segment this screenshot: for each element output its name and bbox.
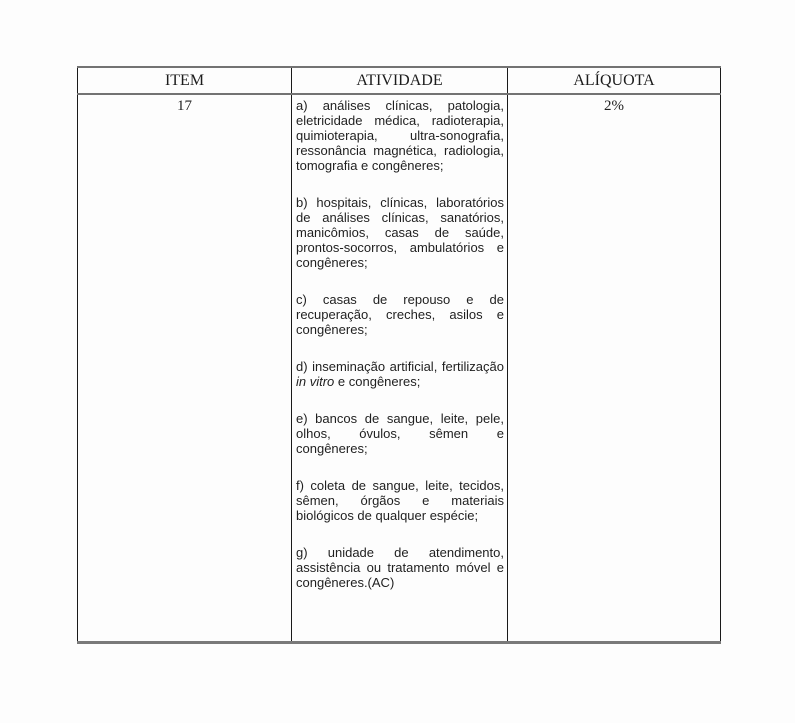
- tax-rate-table: [77, 66, 721, 644]
- col-header-aliquota: ALÍQUOTA: [508, 67, 721, 94]
- activity-paragraph-e: e) bancos de sangue, leite, pele, olhos, óvulos, sêmen e congêneres;: [296, 411, 504, 456]
- activity-paragraph-b: b) hospitais, clínicas, laboratórios de análises clínicas, sanatórios, manicômios, casas de saúde, prontos-socorros, ambulatórios e congêneres;: [296, 195, 504, 270]
- col-header-atividade: ATIVIDADE: [292, 67, 508, 94]
- activity-paragraph-a: a) análises clínicas, patologia, eletricidade médica, radioterapia, quimioterapia, ultra-sonografia, ressonância magnética, radiologia, tomografia e congêneres;: [296, 98, 504, 173]
- paragraph-d-italic-term: in vitro: [296, 374, 335, 389]
- aliquota-value-cell: 2%: [508, 94, 721, 642]
- activity-paragraph-f: f) coleta de sangue, leite, tecidos, sêmen, órgãos e materiais biológicos de qualquer espécie;: [296, 478, 504, 523]
- activity-paragraph-c: c) casas de repouso e de recuperação, creches, asilos e congêneres;: [296, 292, 504, 337]
- col-header-item: ITEM: [78, 67, 292, 94]
- activity-cell: [292, 94, 508, 642]
- table-header-row: [78, 67, 721, 94]
- activity-paragraph-g: g) unidade de atendimento, assistência ou tratamento móvel e congêneres.(AC): [296, 545, 504, 590]
- table-row: [78, 94, 721, 642]
- item-number-cell: 17: [78, 94, 292, 642]
- activity-paragraph-d: [296, 359, 504, 389]
- paragraph-d-suffix: e congêneres;: [334, 374, 421, 389]
- paragraph-d-prefix: d) inseminação artificial, fertilização: [296, 359, 504, 374]
